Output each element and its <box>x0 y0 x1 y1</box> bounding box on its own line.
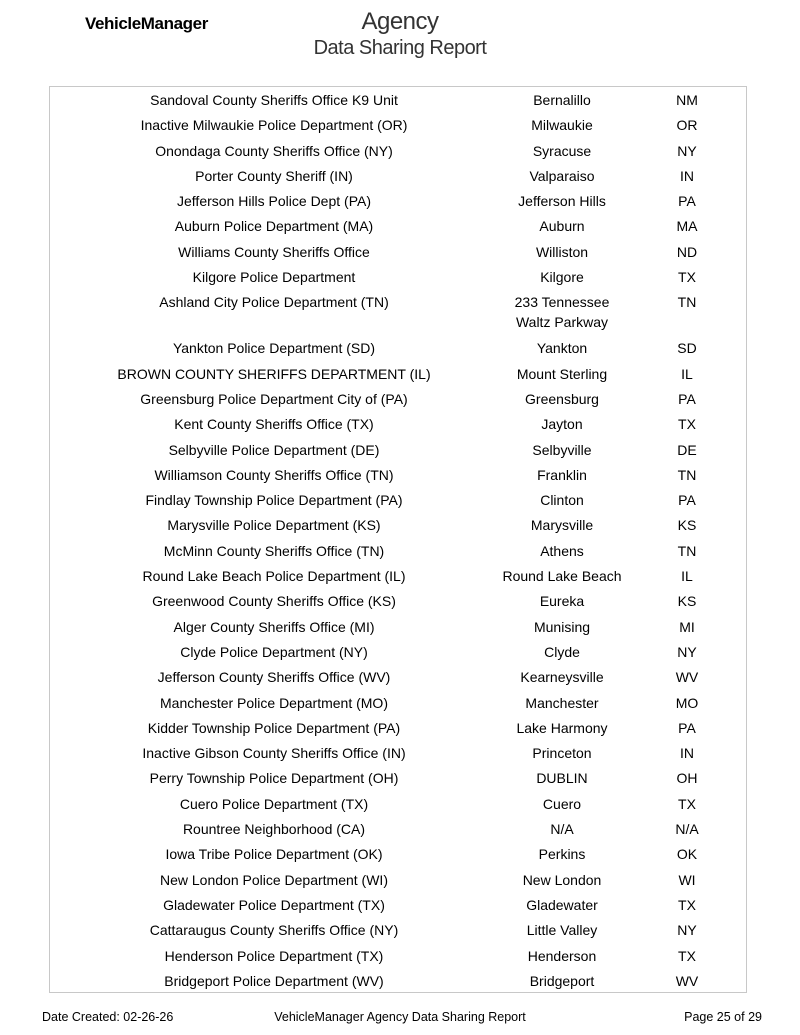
state-cell: DE <box>677 441 697 458</box>
table-row <box>50 791 747 816</box>
table-row <box>50 112 747 137</box>
city-cell: Lake Harmony <box>516 719 608 736</box>
agency-name-cell: Greenwood County Sheriffs Office (KS) <box>152 593 396 610</box>
city-cell: Bridgeport <box>529 972 595 989</box>
table-row <box>50 188 747 213</box>
state-cell: N/A <box>675 821 699 838</box>
footer-report-name: VehicleManager Agency Data Sharing Report <box>274 1010 526 1024</box>
state-cell: NM <box>676 92 698 108</box>
agency-name-cell: Iowa Tribe Police Department (OK) <box>165 846 383 863</box>
state-cell: NY <box>677 922 697 939</box>
agency-name-cell: Clyde Police Department (NY) <box>180 643 368 660</box>
agency-name-cell: Round Lake Beach Police Department (IL) <box>142 568 406 585</box>
city-cell: Eureka <box>539 593 585 610</box>
table-row <box>50 512 747 537</box>
state-cell: TN <box>677 542 697 559</box>
agency-name-cell: Bridgeport Police Department (WV) <box>164 972 384 989</box>
city-cell: Selbyville <box>532 441 592 458</box>
city-cell: 233 Tennessee Waltz Parkway <box>514 294 610 331</box>
agency-name-cell: Williamson County Sheriffs Office (TN) <box>154 466 394 483</box>
agency-name-cell: Findlay Township Police Department (PA) <box>145 492 403 509</box>
agency-name-cell: Greensburg Police Department City of (PA) <box>140 390 408 407</box>
state-cell: SD <box>677 340 697 357</box>
state-cell: TX <box>678 269 696 286</box>
city-cell: Jefferson Hills <box>518 193 606 210</box>
agency-name-cell: Inactive Milwaukie Police Department (OR) <box>140 117 408 134</box>
table-row <box>50 386 747 411</box>
agency-name-cell: New London Police Department (WI) <box>160 871 388 888</box>
table-row <box>50 437 747 462</box>
table-row <box>50 87 747 112</box>
city-cell: Williston <box>535 243 589 260</box>
city-cell: Valparaiso <box>529 167 595 184</box>
table-row <box>50 462 747 487</box>
table-row <box>50 765 747 790</box>
table-row <box>50 138 747 163</box>
city-cell: Clyde <box>544 643 580 660</box>
city-cell: Athens <box>540 542 584 559</box>
city-cell: New London <box>522 871 602 888</box>
city-cell: Syracuse <box>532 142 592 159</box>
agency-name-cell: Henderson Police Department (TX) <box>164 947 384 964</box>
table-row <box>50 968 747 993</box>
agency-name-cell: Porter County Sheriff (IN) <box>195 167 353 184</box>
city-cell: Princeton <box>532 745 592 762</box>
state-cell: PA <box>678 492 696 509</box>
city-cell: Franklin <box>537 466 587 483</box>
report-title-line1: Agency <box>361 8 439 35</box>
agency-name-cell: Sandoval County Sheriffs Office K9 Unit <box>150 92 398 108</box>
city-cell: Jayton <box>541 416 583 433</box>
state-cell: PA <box>678 193 696 210</box>
state-cell: OH <box>676 770 698 787</box>
state-cell: PA <box>678 390 696 407</box>
city-cell: Auburn <box>539 218 585 235</box>
state-cell: NY <box>677 643 697 660</box>
city-cell: Mount Sterling <box>516 365 608 382</box>
table-row <box>50 588 747 613</box>
table-row <box>50 563 747 588</box>
report-title-line2: Data Sharing Report <box>313 37 487 59</box>
agency-name-cell: Onondaga County Sheriffs Office (NY) <box>155 142 393 159</box>
state-cell: MA <box>676 218 698 235</box>
agency-name-cell: Gladewater Police Department (TX) <box>163 896 385 913</box>
city-cell: DUBLIN <box>536 770 588 787</box>
state-cell: PA <box>678 719 696 736</box>
agency-name-cell: Inactive Gibson County Sheriffs Office (IN) <box>142 745 406 762</box>
table-row <box>50 690 747 715</box>
state-cell: TN <box>677 466 697 483</box>
agency-name-cell: Alger County Sheriffs Office (MI) <box>173 618 375 635</box>
state-cell: IL <box>681 568 693 585</box>
state-cell: TX <box>678 795 696 812</box>
table-row <box>50 943 747 968</box>
table-row <box>50 411 747 436</box>
city-cell: Bernalillo <box>533 92 591 108</box>
city-cell: Milwaukie <box>531 117 593 134</box>
city-cell: Perkins <box>538 846 586 863</box>
table-row <box>50 289 747 335</box>
table-row <box>50 239 747 264</box>
table-row <box>50 361 747 386</box>
state-cell: NY <box>677 142 697 159</box>
agency-name-cell: Auburn Police Department (MA) <box>174 218 374 235</box>
city-cell: Gladewater <box>526 896 598 913</box>
city-cell: Marysville <box>530 517 594 534</box>
agency-name-cell: BROWN COUNTY SHERIFFS DEPARTMENT (IL) <box>117 365 431 382</box>
city-cell: Clinton <box>540 492 584 509</box>
state-cell: KS <box>677 593 697 610</box>
city-cell: Manchester <box>525 694 599 711</box>
table-row <box>50 639 747 664</box>
table-row <box>50 487 747 512</box>
state-cell: IN <box>680 745 694 762</box>
table-row <box>50 264 747 289</box>
agency-name-cell: Cattaraugus County Sheriffs Office (NY) <box>149 922 399 939</box>
table-row <box>50 867 747 892</box>
agency-name-cell: Perry Township Police Department (OH) <box>149 770 399 787</box>
table-row <box>50 538 747 563</box>
table-row <box>50 917 747 942</box>
agency-name-cell: Jefferson County Sheriffs Office (WV) <box>157 669 391 686</box>
agency-name-cell: Cuero Police Department (TX) <box>179 795 369 812</box>
city-cell: Greensburg <box>525 390 599 407</box>
state-cell: WI <box>678 871 696 888</box>
city-cell: Munising <box>533 618 591 635</box>
agency-name-cell: Kent County Sheriffs Office (TX) <box>174 416 374 433</box>
state-cell: MI <box>679 618 695 635</box>
state-cell: OK <box>676 846 698 863</box>
city-cell: Round Lake Beach <box>502 568 622 585</box>
table-row <box>50 740 747 765</box>
agency-table <box>50 87 747 993</box>
city-cell: Kearneysville <box>520 669 604 686</box>
state-cell: WV <box>675 669 699 686</box>
state-cell: IL <box>681 365 693 382</box>
agency-name-cell: Ashland City Police Department (TN) <box>159 294 389 311</box>
agency-name-cell: Williams County Sheriffs Office <box>178 243 370 260</box>
state-cell: TN <box>677 294 697 311</box>
state-cell: TX <box>678 416 696 433</box>
city-cell: Henderson <box>527 947 597 964</box>
state-cell: MO <box>675 694 699 711</box>
agency-table-body <box>50 87 747 993</box>
city-cell: Yankton <box>536 340 588 357</box>
report-title <box>250 8 550 60</box>
table-row <box>50 335 747 360</box>
agency-table-frame <box>49 86 747 993</box>
agency-name-cell: Selbyville Police Department (DE) <box>168 441 380 458</box>
brand-name: VehicleManager <box>85 14 208 33</box>
state-cell: ND <box>676 243 698 260</box>
city-cell: Kilgore <box>540 269 584 286</box>
table-row <box>50 841 747 866</box>
agency-name-cell: Marysville Police Department (KS) <box>167 517 381 534</box>
state-cell: IN <box>680 167 694 184</box>
state-cell: TX <box>678 947 696 964</box>
agency-name-cell: Manchester Police Department (MO) <box>160 694 388 711</box>
table-row <box>50 816 747 841</box>
table-row <box>50 614 747 639</box>
table-row <box>50 715 747 740</box>
city-cell: Little Valley <box>526 922 598 939</box>
city-cell: Cuero <box>542 795 582 812</box>
state-cell: OR <box>676 117 698 134</box>
state-cell: WV <box>675 972 699 989</box>
agency-name-cell: Rountree Neighborhood (CA) <box>182 821 366 838</box>
table-row <box>50 664 747 689</box>
agency-name-cell: Yankton Police Department (SD) <box>172 340 376 357</box>
agency-name-cell: Kidder Township Police Department (PA) <box>147 719 401 736</box>
footer-page-number: Page 25 of 29 <box>684 1010 762 1024</box>
city-cell: N/A <box>550 821 574 838</box>
agency-name-cell: Kilgore Police Department <box>192 269 356 286</box>
state-cell: KS <box>677 517 697 534</box>
agency-name-cell: Jefferson Hills Police Dept (PA) <box>177 193 371 210</box>
table-row <box>50 213 747 238</box>
table-row <box>50 892 747 917</box>
state-cell: TX <box>678 896 696 913</box>
agency-name-cell: McMinn County Sheriffs Office (TN) <box>163 542 385 559</box>
table-row <box>50 163 747 188</box>
footer-date-created: Date Created: 02-26-26 <box>42 1010 174 1024</box>
